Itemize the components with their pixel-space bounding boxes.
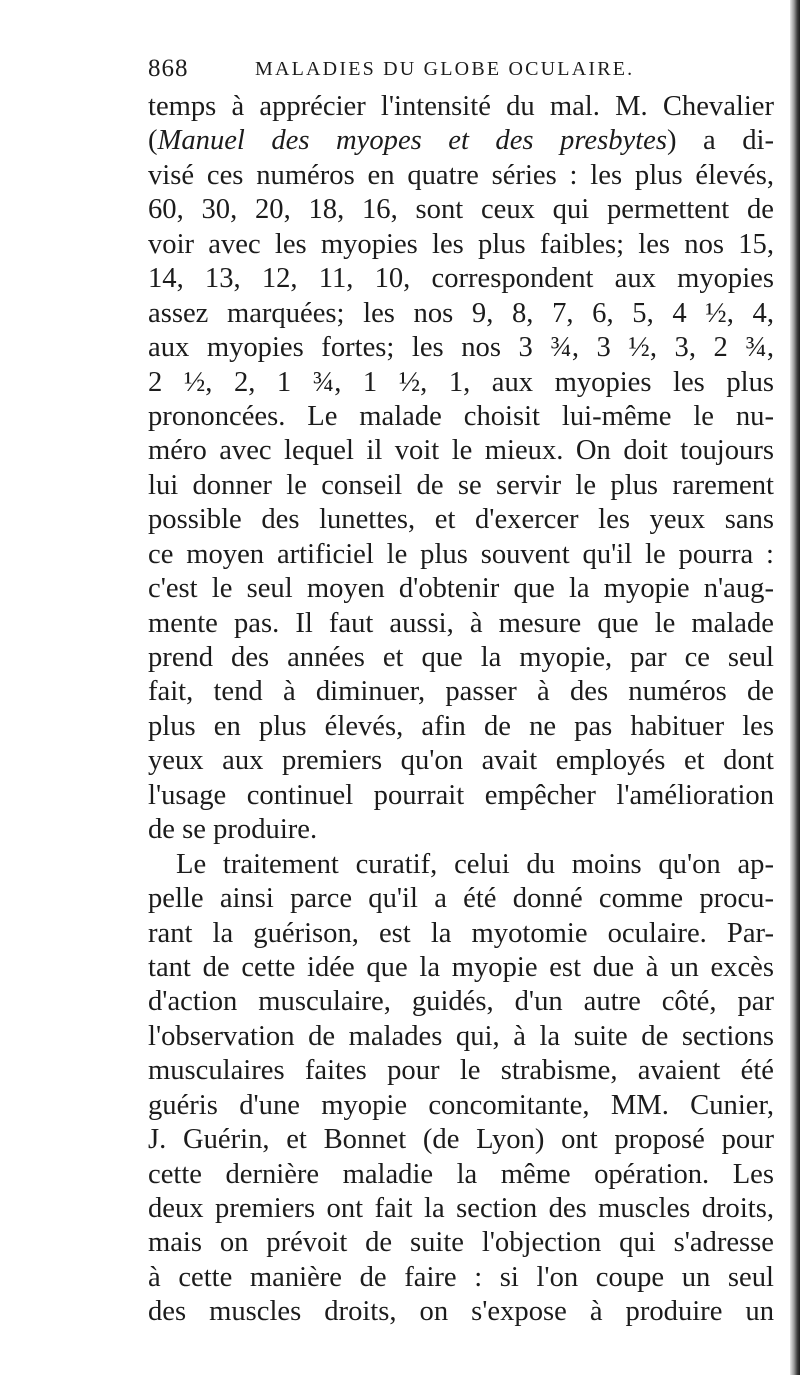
- text-line: des muscles droits, on s'expose à produire un: [148, 1296, 774, 1328]
- text-line: prononcées. Le malade choisit lui-même le nu-: [148, 400, 774, 432]
- running-title: MALADIES DU GLOBE OCULAIRE.: [255, 58, 635, 80]
- text-line: plus en plus élevés, afin de ne pas habituer les: [148, 710, 774, 742]
- text-line: d'action musculaire, guidés, d'un autre côté, par: [148, 986, 774, 1018]
- text-line-paragraph-start: Le traitement curatif, celui du moins qu'on ap-: [176, 848, 774, 880]
- text-line: possible des lunettes, et d'exercer les yeux sans: [148, 504, 774, 536]
- text-line: l'observation de malades qui, à la suite de sections: [148, 1020, 774, 1052]
- text-line: 60, 30, 20, 18, 16, sont ceux qui permettent de: [148, 194, 774, 226]
- text-line: mente pas. Il faut aussi, à mesure que le malade: [148, 607, 774, 639]
- text-line: musculaires faites pour le strabisme, avaient été: [148, 1055, 774, 1087]
- text-line: voir avec les myopies les plus faibles; les nos 15,: [148, 228, 774, 260]
- text-line: prend des années et que la myopie, par ce seul: [148, 642, 774, 673]
- page-number: 868: [148, 55, 189, 82]
- text-line: deux premiers ont fait la section des muscles droits,: [148, 1193, 774, 1224]
- text-line: méro avec lequel il voit le mieux. On doit toujours: [148, 435, 774, 467]
- text-line: 14, 13, 12, 11, 10, correspondent aux myopies: [148, 263, 774, 295]
- text-line: à cette manière de faire : si l'on coupe un seul: [148, 1261, 774, 1293]
- text-line: mais on prévoit de suite l'objection qui s'adresse: [148, 1227, 774, 1259]
- text-line: temps à apprécier l'intensité du mal. M. Chevalier: [148, 91, 774, 122]
- text-line: tant de cette idée que la myopie est due à un excès: [148, 951, 774, 983]
- text-line: l'usage continuel pourrait empêcher l'amélioration: [148, 779, 774, 811]
- running-head: [148, 52, 774, 86]
- text-line: ce moyen artificiel le plus souvent qu'il le pourra :: [148, 538, 774, 570]
- text-line: pelle ainsi parce qu'il a été donné comme procu-: [148, 883, 774, 915]
- text-line: yeux aux premiers qu'on avait employés et dont: [148, 745, 774, 777]
- body-text: [148, 90, 774, 1330]
- text-line: rant la guérison, est la myotomie oculaire. Par-: [148, 917, 774, 949]
- text-line: aux myopies fortes; les nos 3 ¾, 3 ½, 3, 2 ¾,: [148, 332, 774, 364]
- text-line: fait, tend à diminuer, passer à des numéros de: [148, 676, 774, 708]
- text-line: guéris d'une myopie concomitante, MM. Cunier,: [148, 1089, 774, 1121]
- book-title: Manuel des myopes et des presbytes: [157, 125, 667, 157]
- text-line: cette dernière maladie la même opération. Les: [148, 1158, 774, 1190]
- text-line: 2 ½, 2, 1 ¾, 1 ½, 1, aux myopies les plus: [148, 366, 774, 398]
- text-line: lui donner le conseil de se servir le plus rarement: [148, 469, 774, 501]
- text-line-paragraph-end: de se produire.: [148, 814, 318, 846]
- text-line-with-title: (Manuel des myopes et des presbytes) a di-: [148, 125, 775, 157]
- page-edge-shadow: [790, 0, 800, 1375]
- text-line: visé ces numéros en quatre séries : les plus élevés,: [148, 159, 774, 191]
- text-line: assez marquées; les nos 9, 8, 7, 6, 5, 4 ½, 4,: [148, 297, 774, 329]
- text-line: J. Guérin, et Bonnet (de Lyon) ont proposé pour: [148, 1124, 774, 1156]
- text-line: c'est le seul moyen d'obtenir que la myopie n'aug-: [148, 573, 774, 605]
